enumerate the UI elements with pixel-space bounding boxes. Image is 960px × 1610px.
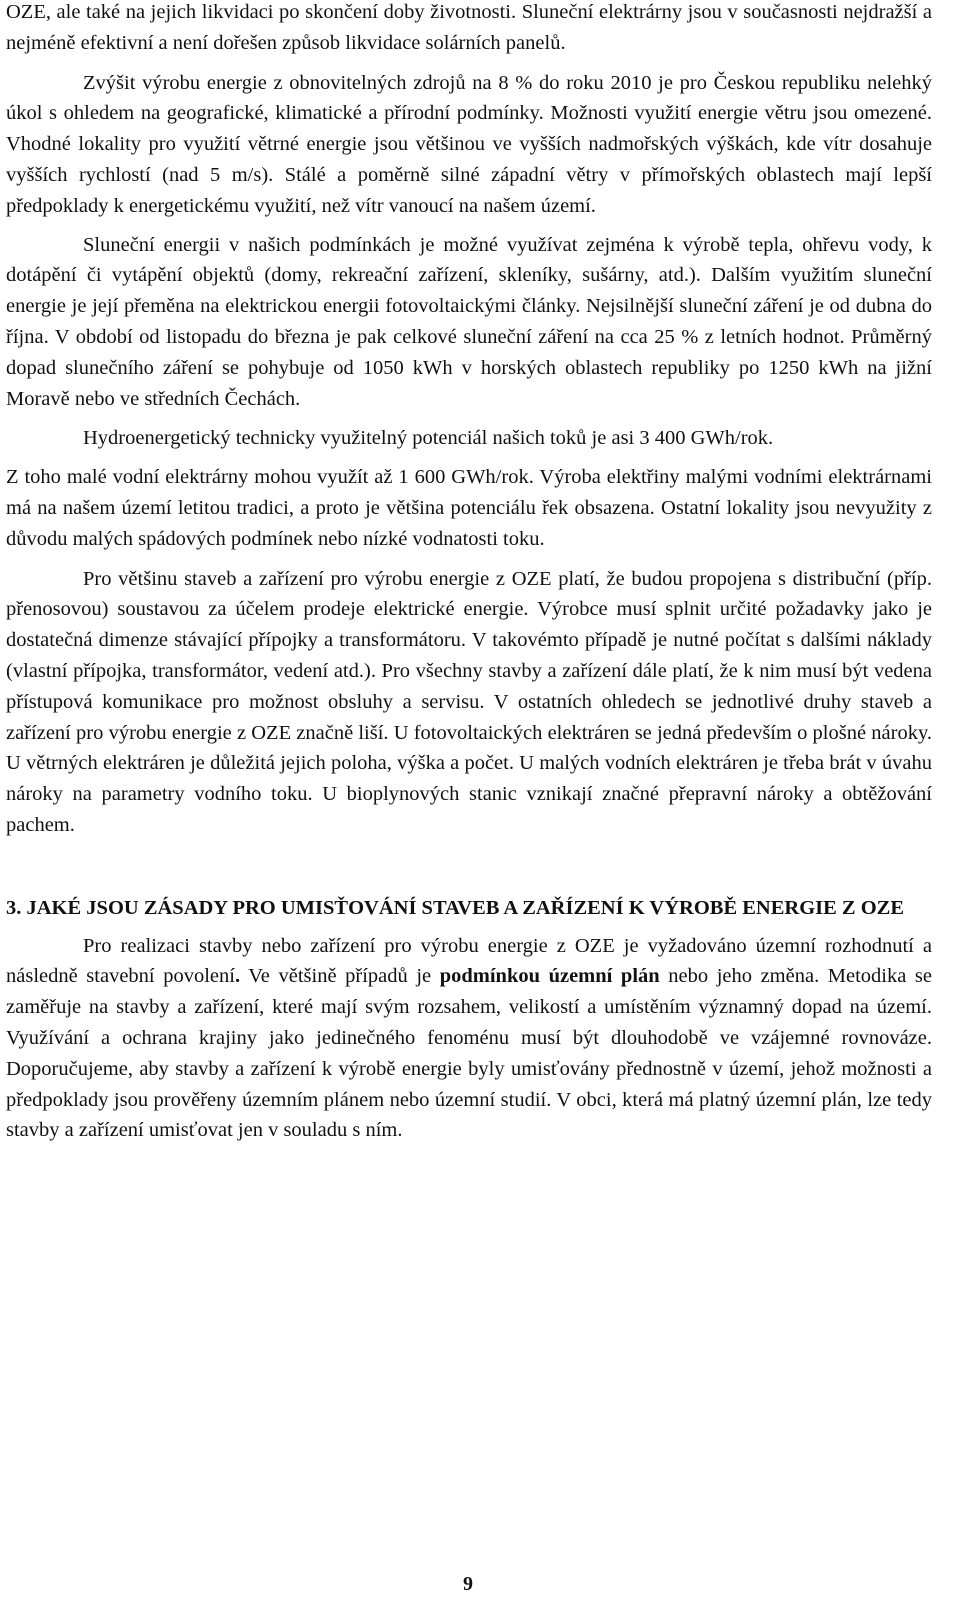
paragraph: Zvýšit výrobu energie z obnovitelných zdrojů na 8 % do roku 2010 je pro Českou republiku nelehký úkol s ohledem na geografické, klimatické a přírodní podmínky. Možnosti využití energie větru jsou omezené. Vhodné lokality pro využití větrné energie jsou většinou ve vyšších nadmořských výškách, kde vítr dosahuje vyšších rychlostí (nad 5 m/s). Stálé a poměrně silné západní větry v přímořských oblastech mají lepší předpoklady k energetickému využití, než vítr vanoucí na našem území. xyxy=(6,71,932,217)
paragraph-text: nebo jeho změna. Metodika se zaměřuje na stavby a zařízení, které mají svým rozsahem, velikostí a umístěním významný dopad na území. Využívání a ochrana krajiny jako jedinečného fenoménu musí být dlouhodobě ve vzájemné rovnováze. Doporučujeme, aby stavby a zařízení k výrobě energie byly umisťovány přednostně v území, jehož možnosti a předpoklady jsou prověřeny územním plánem nebo územní studií. V obci, která má platný územní plán, lze tedy stavby a zařízení umisťovat jen v souladu s ním. xyxy=(6,965,932,1142)
paragraph xyxy=(6,931,932,1147)
paragraph: Sluneční energii v našich podmínkách je možné využívat zejména k výrobě tepla, ohřevu vody, k dotápění či vytápění objektů (domy, rekreační zařízení, skleníky, sušárny, atd.). Dalším využitím sluneční energie je její přeměna na elektrickou energii fotovoltaickými články. Nejsilnější sluneční záření je od dubna do října. V období od listopadu do března je pak celkové sluneční záření na cca 25 % z letních hodnot. Průměrný dopad slunečního záření se pohybuje od 1050 kWh v horských oblastech republiky po 1250 kWh na jižní Moravě nebo ve středních Čechách. xyxy=(6,233,932,410)
paragraph: Z toho malé vodní elektrárny mohou využít až 1 600 GWh/rok. Výroba elektřiny malými vodními elektrárnami má na našem území letitou tradici, a proto je většina potenciálu řek obsazena. Ostatní lokality jsou nevyužity z důvodu malých spádových podmínek nebo nízké vodnatosti toku. xyxy=(6,466,932,550)
bold-text: . xyxy=(234,965,241,988)
document-page xyxy=(6,0,932,1146)
paragraph: OZE, ale také na jejich likvidaci po skončení doby životnosti. Sluneční elektrárny jsou v současnosti nejdražší a nejméně efektivní a není dořešen způsob likvidace solárních panelů. xyxy=(6,1,932,54)
paragraph: Hydroenergetický technicky využitelný potenciál našich toků je asi 3 400 GWh/rok. xyxy=(83,427,774,450)
paragraph: Pro většinu staveb a zařízení pro výrobu energie z OZE platí, že budou propojena s distribuční (příp. přenosovou) soustavou za účelem prodeje elektrické energie. Výrobce musí splnit určité požadavky jako je dostatečná dimenze stávající přípojky a transformátoru. V takovémto případě je nutné počítat s dalšími náklady (vlastní přípojka, transformátor, vedení atd.). Pro všechny stavby a zařízení dále platí, že k nim musí být vedena přístupová komunikace pro možnost obsluhy a servisu. V ostatních ohledech se jednotlivé druhy staveb a zařízení pro výrobu energie z OZE značně liší. U fotovoltaických elektráren se jedná především o plošné nároky. U větrných elektráren je důležitá jejich poloha, výška a počet. U malých vodních elektráren je třeba brát v úvahu nároky na parametry vodního toku. U bioplynových stanic vznikají značné přepravní nároky a obtěžování pachem. xyxy=(6,567,932,836)
section-heading: 3. JAKÉ JSOU ZÁSADY PRO UMISŤOVÁNÍ STAVEB A ZAŘÍZENÍ K VÝROBĚ ENERGIE Z OZE xyxy=(6,896,905,919)
paragraph-text: Ve většině případů je xyxy=(240,965,440,988)
page-number: 9 xyxy=(463,1573,473,1595)
bold-text: podmínkou územní plán xyxy=(439,965,660,988)
paragraph-text: Pro realizaci stavby nebo zařízení pro výrobu energie z OZE je vyžadováno územní rozhodnutí a následně stavební povolení xyxy=(6,934,932,988)
